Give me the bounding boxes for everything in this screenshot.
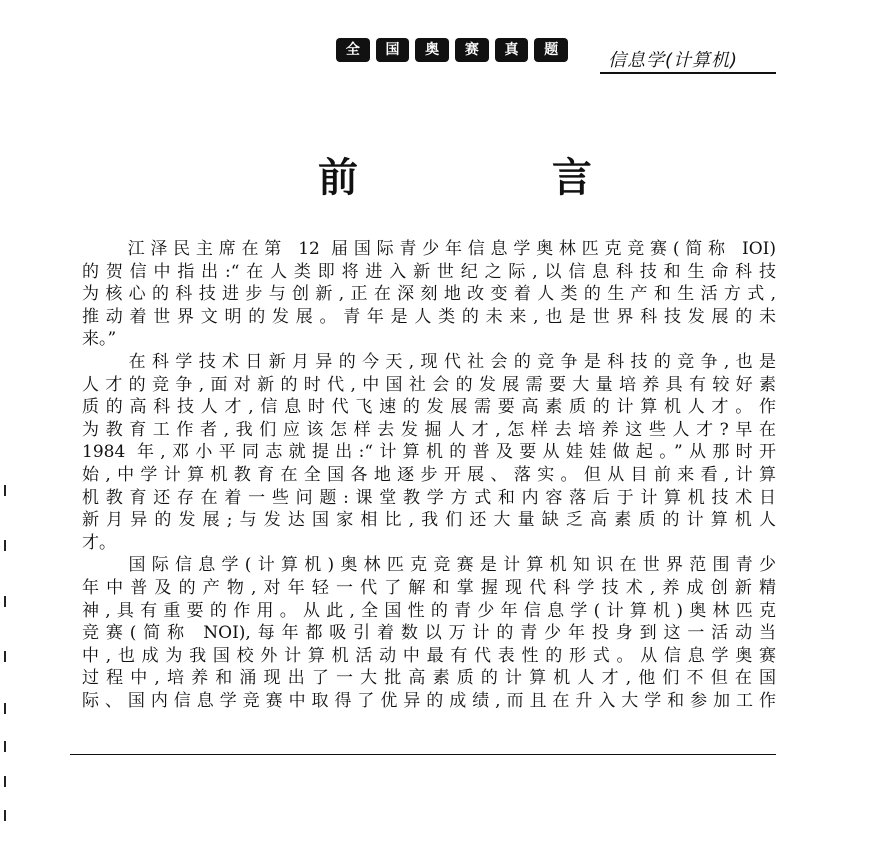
text-line: 为核心的科技进步与创新,正在深刻地改变着人类的生产和生活方式, — [82, 284, 776, 305]
text-line: 竞赛(简称 NOI),每年都吸引着数以万计的青少年投身到这一活动当 — [82, 623, 776, 644]
series-glyph: 赛 — [455, 38, 489, 62]
text-line: 年中普及的产物,对年轻一代了解和掌握现代科学技术,养成创新精 — [82, 577, 776, 598]
footer-rule — [70, 754, 776, 755]
text-line: 始,中学计算机教育在全国各地逐步开展、落实。但从目前来看,计算 — [82, 464, 776, 485]
text-line: 神,具有重要的作用。从此,全国性的青少年信息学(计算机)奥林匹克 — [82, 600, 776, 621]
scan-margin-mark — [4, 703, 6, 714]
text-line: 新月异的发展;与发达国家相比,我们还大量缺乏高素质的计算机人 — [82, 510, 776, 531]
scan-margin-mark — [4, 651, 6, 662]
preface-body — [82, 238, 776, 712]
text-line: 人才的竞争,面对新的时代,中国社会的发展需要大量培养具有较好素 — [82, 374, 776, 395]
series-glyph: 奥 — [415, 38, 449, 62]
page-title: 前 言 — [318, 155, 682, 201]
scan-margin-mark — [4, 776, 6, 787]
text-line: 才。 — [82, 532, 116, 553]
text-line: 的贺信中指出:“在人类即将进入新世纪之际,以信息科技和生命科技 — [82, 261, 776, 282]
running-header-subject: 信息学(计算机) — [608, 50, 739, 71]
text-line: 1984 年,邓小平同志就提出:“计算机的普及要从娃娃做起。”从那时开 — [82, 442, 776, 463]
text-line: 过程中,培养和涌现出了一大批高素质的计算机人才,他们不但在国 — [82, 668, 776, 689]
series-glyph: 真 — [495, 38, 529, 62]
series-banner — [336, 37, 568, 63]
text-line: 江泽民主席在第 12 届国际青少年信息学奥林匹克竞赛(简称 IOI) — [82, 239, 776, 259]
text-line: 质的高科技人才,信息时代飞速的发展需要高素质的计算机人才。作 — [82, 397, 776, 418]
scan-margin-mark — [4, 485, 6, 496]
series-glyph: 国 — [376, 38, 410, 62]
text-line: 际、国内信息学竞赛中取得了优异的成绩,而且在升入大学和参加工作 — [82, 690, 776, 711]
scan-margin-mark — [4, 540, 6, 551]
text-line: 推动着世界文明的发展。青年是人类的未来,也是世界科技发展的未 — [82, 306, 776, 327]
scan-margin-mark — [4, 596, 6, 607]
text-line: 中,也成为我国校外计算机活动中最有代表性的形式。从信息学奥赛 — [82, 645, 776, 666]
text-line: 来。” — [82, 329, 117, 350]
text-line: 为教育工作者,我们应该怎样去发掘人才,怎样去培养这些人才?早在 — [82, 419, 776, 440]
scan-margin-mark — [4, 741, 6, 752]
series-glyph: 题 — [534, 38, 568, 62]
scan-margin-mark — [4, 810, 6, 821]
text-line: 在科学技术日新月异的今天,现代社会的竞争是科技的竞争,也是 — [82, 351, 776, 372]
text-line: 机教育还存在着一些问题:课堂教学方式和内容落后于计算机技术日 — [82, 487, 776, 508]
text-line: 国际信息学(计算机)奥林匹克竞赛是计算机知识在世界范围青少 — [82, 555, 776, 576]
series-glyph: 全 — [336, 38, 370, 62]
header-rule — [600, 72, 776, 74]
